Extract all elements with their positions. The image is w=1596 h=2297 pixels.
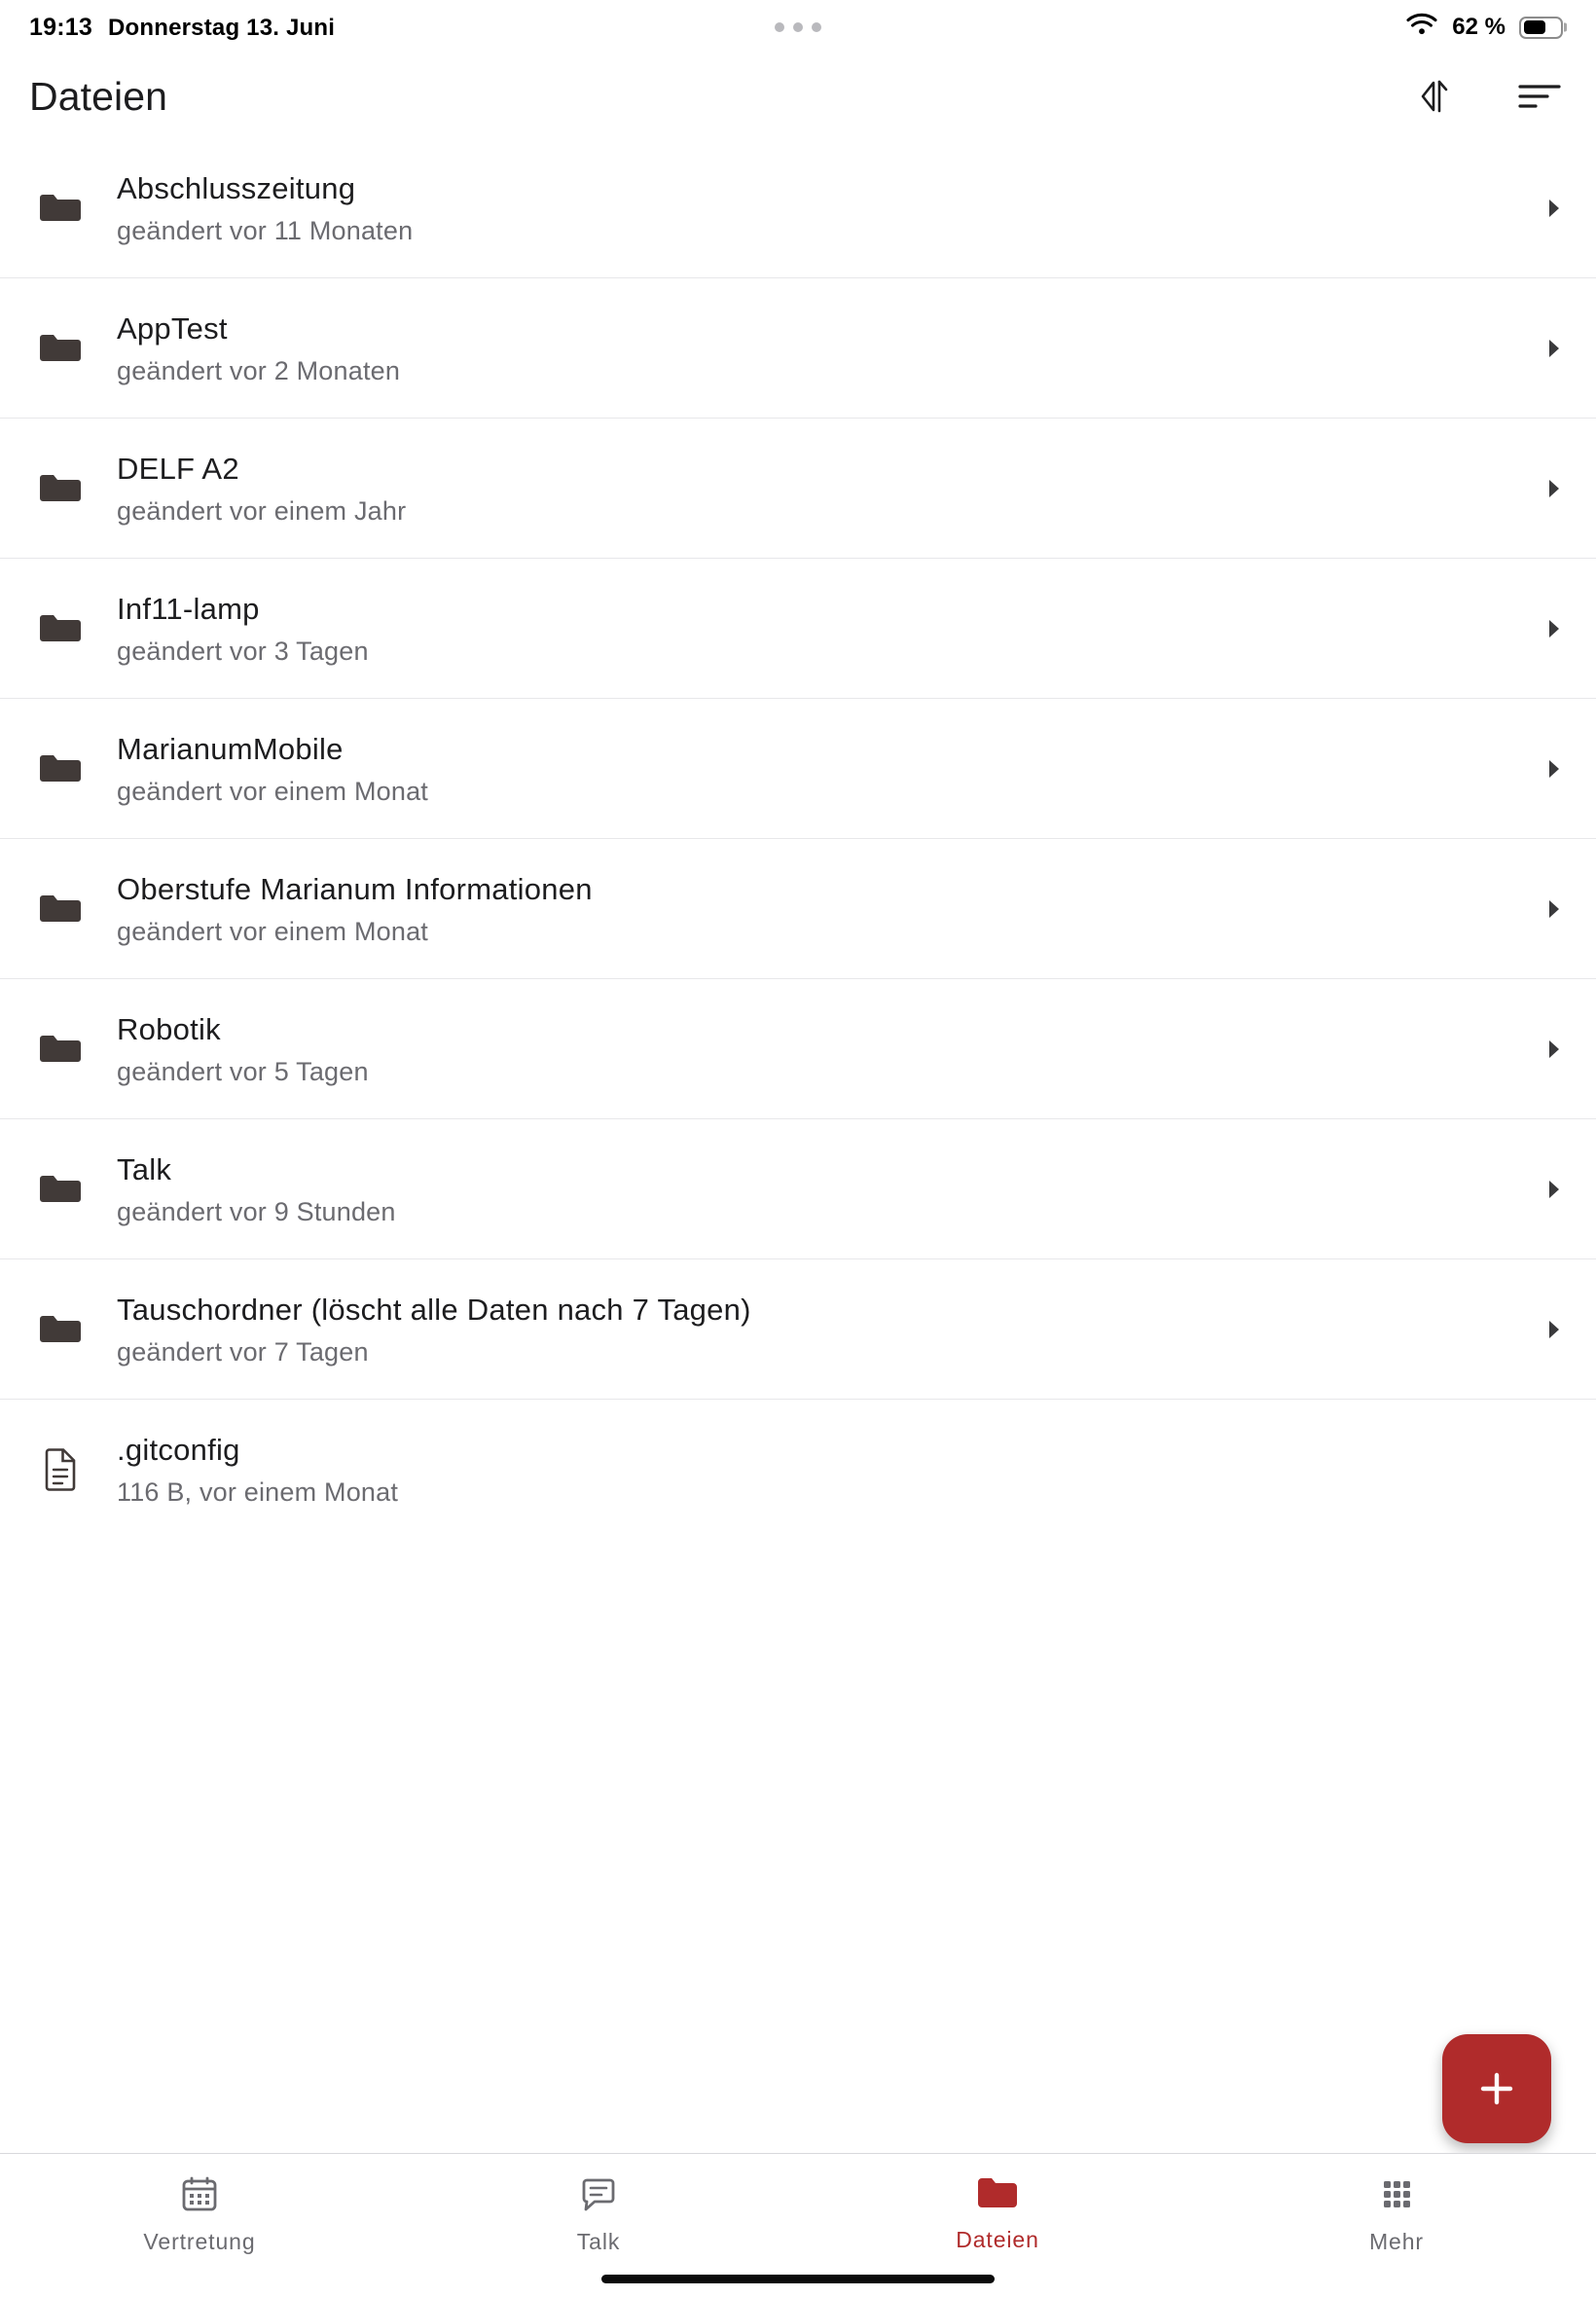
chevron-right-icon[interactable] [1545, 1318, 1563, 1341]
tab-talk[interactable] [399, 2173, 798, 2256]
list-item-title: Talk [117, 1151, 172, 1186]
nav-actions [1417, 77, 1563, 116]
file-list [0, 138, 1596, 1540]
folder-icon [29, 751, 91, 786]
chevron-right-icon[interactable] [1545, 477, 1563, 500]
home-indicator[interactable] [601, 2275, 995, 2283]
list-item-subtitle: geändert vor einem Monat [117, 916, 428, 946]
list-item-subtitle: geändert vor 5 Tagen [117, 1056, 369, 1086]
page-title: Dateien [29, 73, 168, 119]
tab-vertretung[interactable] [0, 2173, 399, 2256]
list-item-text [117, 1012, 369, 1087]
list-item[interactable] [0, 839, 1596, 979]
list-item-subtitle: geändert vor 7 Tagen [117, 1336, 369, 1367]
list-item[interactable] [0, 1119, 1596, 1259]
list-item[interactable] [0, 699, 1596, 839]
chevron-right-icon[interactable] [1545, 757, 1563, 781]
list-item-title: Robotik [117, 1011, 221, 1046]
status-left [29, 14, 335, 42]
list-item-text [117, 452, 406, 527]
ellipsis-icon [775, 22, 821, 32]
list-item-text [117, 171, 413, 246]
list-item-title: DELF A2 [117, 451, 239, 486]
status-bar [0, 0, 1596, 55]
folder-icon [976, 2174, 1019, 2214]
navigation-bar [0, 55, 1596, 138]
sort-list-icon[interactable] [1516, 80, 1563, 113]
status-date: Donnerstag 13. Juni [107, 14, 336, 41]
list-item-title: Tauschordner (löscht alle Daten nach 7 Tagen) [117, 1292, 751, 1327]
list-item[interactable] [0, 559, 1596, 699]
folder-icon [29, 1032, 91, 1067]
list-item-subtitle: geändert vor 2 Monaten [117, 355, 401, 385]
list-item-title: Oberstufe Marianum Informationen [117, 871, 593, 906]
list-item-text [117, 1293, 751, 1367]
folder-icon [29, 1172, 91, 1207]
list-item-title: AppTest [117, 310, 228, 346]
chat-bubble-icon [579, 2174, 618, 2216]
list-item[interactable] [0, 1259, 1596, 1400]
list-item-text [117, 872, 593, 947]
calendar-icon [180, 2174, 219, 2216]
folder-icon [29, 611, 91, 646]
battery-icon [1519, 17, 1563, 39]
tab-bar [0, 2153, 1596, 2297]
list-item-title: .gitconfig [117, 1432, 240, 1467]
list-item-text [117, 311, 400, 386]
chevron-right-icon[interactable] [1545, 617, 1563, 640]
list-item-subtitle: geändert vor 11 Monaten [117, 215, 414, 245]
list-item[interactable] [0, 278, 1596, 419]
list-item[interactable] [0, 1400, 1596, 1540]
list-item-subtitle: geändert vor einem Monat [117, 776, 428, 806]
list-item-text [117, 732, 428, 807]
chevron-right-icon[interactable] [1545, 897, 1563, 921]
status-right [1405, 12, 1563, 43]
chevron-right-icon[interactable] [1545, 197, 1563, 220]
folder-icon [29, 892, 91, 927]
battery-percent: 62 % [1452, 14, 1505, 40]
folder-icon [29, 191, 91, 226]
folder-icon [29, 1312, 91, 1347]
list-item-title: MarianumMobile [117, 731, 344, 766]
tab-dateien[interactable] [798, 2173, 1197, 2254]
tab-label: Talk [576, 2229, 621, 2254]
list-item-subtitle: geändert vor einem Jahr [117, 495, 407, 526]
list-item-title: Abschlusszeitung [117, 170, 356, 205]
list-item-subtitle: geändert vor 3 Tagen [117, 636, 369, 666]
tab-label: Dateien [956, 2227, 1039, 2252]
folder-icon [29, 471, 91, 506]
file-icon [29, 1448, 91, 1491]
list-item-text [117, 1433, 398, 1508]
list-item-subtitle: 116 B, vor einem Monat [117, 1477, 399, 1507]
list-item-subtitle: geändert vor 9 Stunden [117, 1196, 396, 1226]
sort-direction-icon[interactable] [1417, 77, 1460, 116]
list-item[interactable] [0, 138, 1596, 278]
list-item-text [117, 1152, 396, 1227]
chevron-right-icon[interactable] [1545, 1178, 1563, 1201]
tab-label: Vertretung [143, 2229, 256, 2254]
list-item-title: Inf11-lamp [117, 591, 260, 626]
list-item[interactable] [0, 979, 1596, 1119]
status-time: 19:13 [29, 13, 92, 41]
add-button[interactable] [1442, 2034, 1551, 2143]
tab-mehr[interactable] [1197, 2173, 1596, 2256]
chevron-right-icon[interactable] [1545, 1038, 1563, 1061]
chevron-right-icon[interactable] [1545, 337, 1563, 360]
folder-icon [29, 331, 91, 366]
list-item[interactable] [0, 419, 1596, 559]
tab-label: Mehr [1368, 2229, 1424, 2254]
wifi-icon [1405, 12, 1438, 43]
grid-icon [1377, 2174, 1416, 2216]
list-item-text [117, 592, 369, 667]
